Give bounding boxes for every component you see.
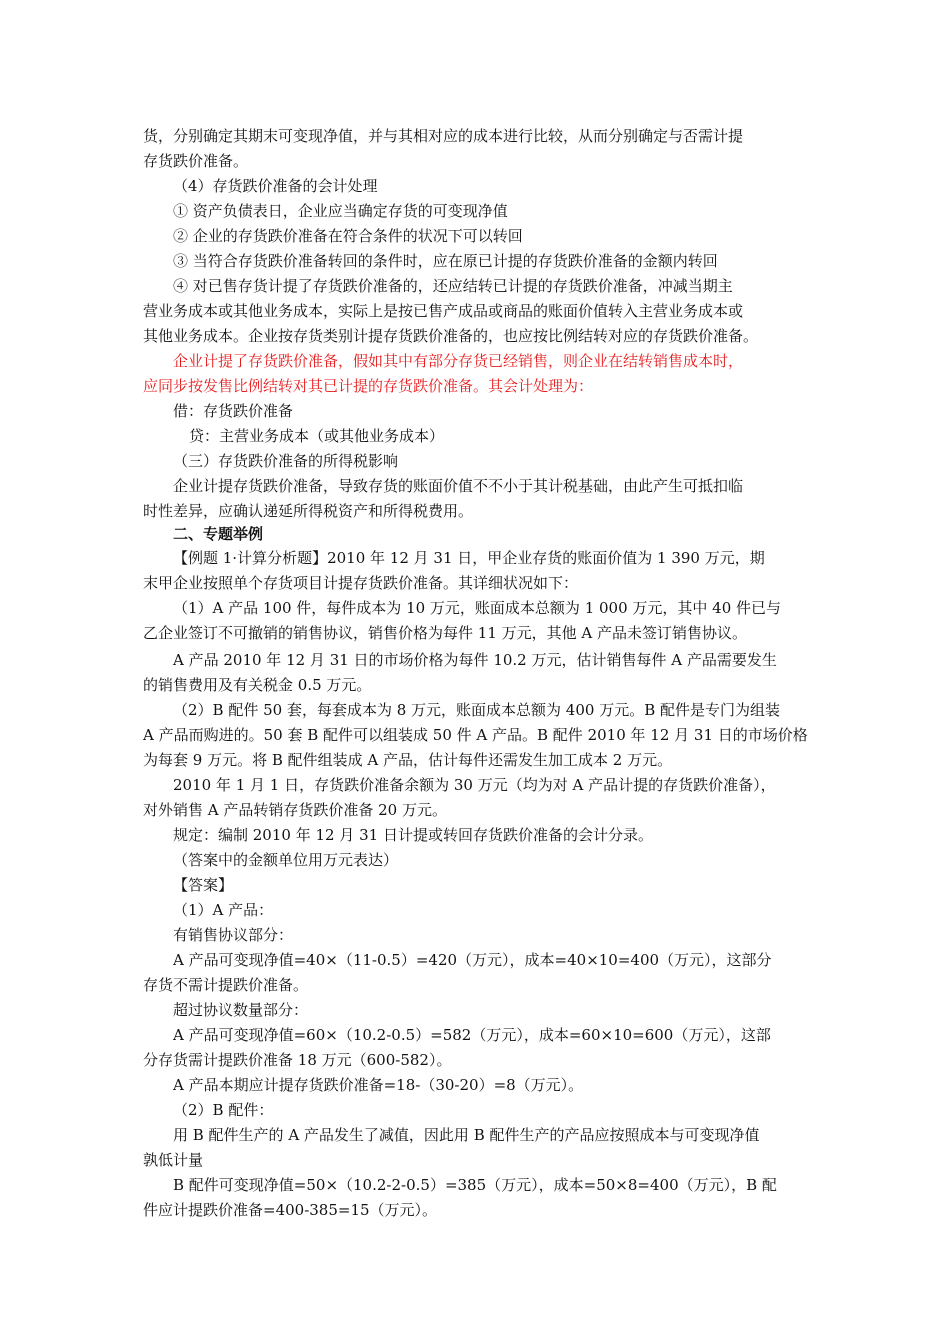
text-line: ③ 当符合存货跌价准备转回的条件时，应在原已计提的存货跌价准备的金额内转回 bbox=[173, 252, 718, 270]
text-line: A 产品而购进的。50 套 B 配件可以组装成 50 件 A 产品。B 配件 2010 年 12 月 31 日的市场价格 bbox=[143, 726, 808, 744]
text-line: （1）A 产品 100 件，每件成本为 10 万元，账面成本总额为 1 000 万元，其中 40 件已与 bbox=[173, 599, 782, 617]
text-line: 2010 年 1 月 1 日，存货跌价准备余额为 30 万元（均为对 A 产品计提的存货跌价准备）， bbox=[173, 776, 776, 794]
section-heading: 二、专题举例 bbox=[173, 525, 264, 543]
text-line: （答案中的金额单位用万元表达） bbox=[173, 851, 399, 869]
text-line: A 产品可变现净值=40×（11-0.5）=420（万元），成本=40×10=400（万元），这部分 bbox=[173, 951, 772, 969]
text-line: 乙企业签订不可撤销的销售协议，销售价格为每件 11 万元，其他 A 产品未签订销售协议。 bbox=[143, 624, 747, 642]
text-line: （2）B 配件 50 套，每套成本为 8 万元，账面成本总额为 400 万元。B 配件是专门为组装 bbox=[173, 701, 780, 719]
text-line: ① 资产负债表日，企业应当确定存货的可变现净值 bbox=[173, 202, 508, 220]
text-line: ② 企业的存货跌价准备在符合条件的状况下可以转回 bbox=[173, 227, 523, 245]
text-line: 存货跌价准备。 bbox=[143, 152, 249, 170]
text-line: ④ 对已售存货计提了存货跌价准备的，还应结转已计提的存货跌价准备，冲减当期主 bbox=[173, 277, 733, 295]
text-line: A 产品 2010 年 12 月 31 日的市场价格为每件 10.2 万元，估计销售每件 A 产品需要发生 bbox=[173, 651, 777, 669]
text-line: 超过协议数量部分： bbox=[173, 1001, 309, 1019]
text-line: 件应计提跌价准备=400-385=15（万元）。 bbox=[143, 1201, 438, 1219]
text-line: （2）B 配件： bbox=[173, 1101, 274, 1119]
highlighted-text-line: 应同步按发售比例结转对其已计提的存货跌价准备。其会计处理为： bbox=[143, 377, 594, 395]
text-line: A 产品本期应计提存货跌价准备=18-（30-20）=8（万元）。 bbox=[173, 1076, 584, 1094]
text-line: 规定：编制 2010 年 12 月 31 日计提或转回存货跌价准备的会计分录。 bbox=[173, 826, 653, 844]
text-line: （三）存货跌价准备的所得税影响 bbox=[173, 452, 399, 470]
text-line: 其他业务成本。企业按存货类别计提存货跌价准备的，也应按比例结转对应的存货跌价准备。 bbox=[143, 327, 759, 345]
text-line: 对外销售 A 产品转销存货跌价准备 20 万元。 bbox=[143, 801, 447, 819]
journal-debit-line: 借：存货跌价准备 bbox=[173, 402, 294, 420]
journal-credit-line: 贷：主营业务成本（或其他业务成本） bbox=[189, 427, 445, 445]
text-line: A 产品可变现净值=60×（10.2-0.5）=582（万元），成本=60×10=600（万元），这部 bbox=[173, 1026, 771, 1044]
text-line: 分存货需计提跌价准备 18 万元（600-582）。 bbox=[143, 1051, 452, 1069]
text-line: （4）存货跌价准备的会计处理 bbox=[173, 177, 378, 195]
text-line: 【例题 1·计算分析题】2010 年 12 月 31 日，甲企业存货的账面价值为 1 390 万元，期 bbox=[173, 549, 765, 567]
text-line: 为每套 9 万元。将 B 配件组装成 A 产品，估计每件还需发生加工成本 2 万元。 bbox=[143, 751, 673, 769]
text-line: 时性差异，应确认递延所得税资产和所得税费用。 bbox=[143, 502, 474, 520]
text-line: （1）A 产品： bbox=[173, 901, 274, 919]
answer-heading: 【答案】 bbox=[173, 876, 234, 894]
text-line: 的销售费用及有关税金 0.5 万元。 bbox=[143, 676, 372, 694]
text-line: 有销售协议部分： bbox=[173, 926, 294, 944]
text-line: 孰低计量 bbox=[143, 1151, 204, 1169]
text-line: 存货不需计提跌价准备。 bbox=[143, 976, 309, 994]
text-line: B 配件可变现净值=50×（10.2-2-0.5）=385（万元），成本=50×8=400（万元），B 配 bbox=[173, 1176, 777, 1194]
text-line: 末甲企业按照单个存货项目计提存货跌价准备。其详细状况如下： bbox=[143, 574, 579, 592]
text-line: 营业务成本或其他业务成本，实际上是按已售产成品或商品的账面价值转入主营业务成本或 bbox=[143, 302, 744, 320]
highlighted-text-line: 企业计提了存货跌价准备，假如其中有部分存货已经销售，则企业在结转销售成本时， bbox=[173, 352, 744, 370]
text-line: 货，分别确定其期末可变现净值，并与其相对应的成本进行比较，从而分别确定与否需计提 bbox=[143, 127, 744, 145]
text-line: 企业计提存货跌价准备，导致存货的账面价值不不小于其计税基础，由此产生可抵扣临 bbox=[173, 477, 744, 495]
text-line: 用 B 配件生产的 A 产品发生了减值，因此用 B 配件生产的产品应按照成本与可变现净值 bbox=[173, 1126, 760, 1144]
